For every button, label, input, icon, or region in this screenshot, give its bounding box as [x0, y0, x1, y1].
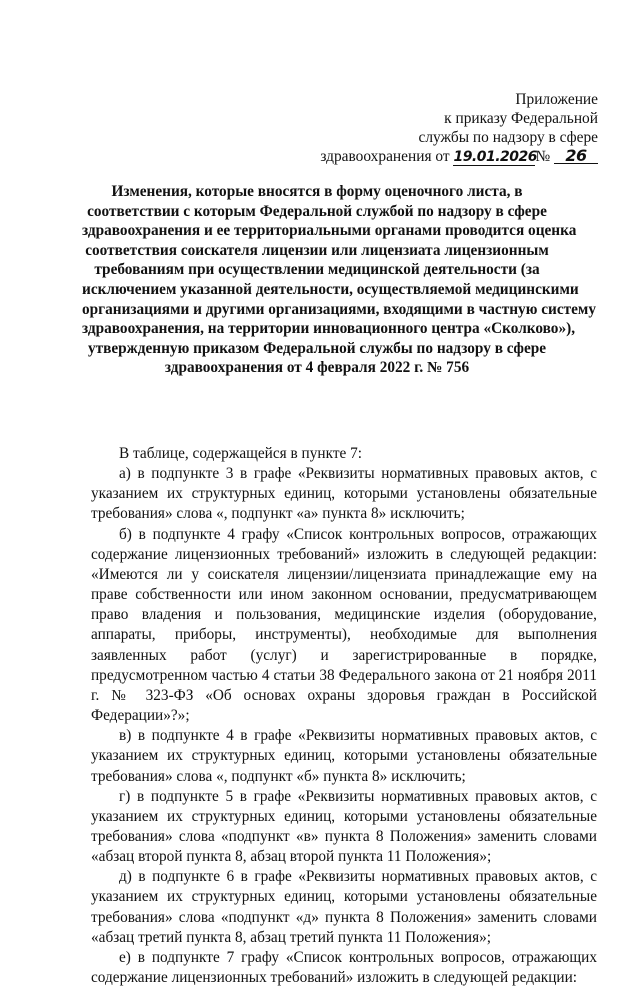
appendix-line-3: службы по надзору в сфере	[418, 129, 598, 146]
appendix-date-prefix: здравоохранения от	[320, 148, 450, 165]
appendix-line-1: Приложение	[515, 91, 598, 108]
title-line: требованиям при осуществлении медицинской деятельности (за	[94, 261, 540, 279]
title-line: здравоохранения, на территории инновационного центра «Сколково»),	[82, 320, 576, 338]
title-line: здравоохранения от 4 февраля 2022 г. № 756	[164, 359, 470, 377]
title-line: исключением указанной деятельности, осуществляемой медицинскими	[82, 280, 579, 298]
title-line: организациями и другими организациями, входящими в частную систему	[82, 300, 596, 318]
handwritten-number: 26	[554, 148, 598, 164]
title-line: здравоохранения и ее территориальными органами проводится оценка	[82, 222, 577, 240]
title-line: соответствия соискателя лицензии или лицензиата лицензионным	[85, 241, 549, 259]
number-sign: №	[535, 148, 551, 165]
appendix-header	[300, 90, 598, 166]
body-item-g: г) в подпункте 5 в графе «Реквизиты нормативных правовых актов, с указанием их структурных единиц, которыми установлены обязательные требования» слова «подпункт «в» пункта 8 Положения» заменить словами «абзац второй пункта 8, абзац второй пункта 11 Положения»;	[91, 787, 597, 866]
body-item-b: б) в подпункте 4 графу «Список контрольных вопросов, отражающих содержание лицензионных требований» изложить в следующей редакции: «Имеются ли у соискателя лицензии/лицензиата принадлежащие ему на праве собственности или ином законном основании, предусматривающем право владения и пользования, медицинские изделия (оборудование, аппараты, приборы, инструменты), необходимые для выполнения заявленных работ (услуг) и зарегистрированные в порядке, предусмотренном частью 4 статьи 38 Федерального закона от 21 ноября 2011 г. № 323-ФЗ «Об основах охраны здоровья граждан в Российской Федерации»?»;	[91, 525, 597, 725]
title-line: Изменения, которые вносятся в форму оценочного листа, в	[111, 183, 523, 200]
body-item-e: е) в подпункте 7 графу «Список контрольных вопросов, отражающих содержание лицензионных требований» изложить в следующей редакции:	[91, 948, 597, 987]
appendix-line-2: к приказу Федеральной	[444, 110, 598, 127]
document-title	[82, 182, 596, 378]
document-body	[91, 444, 597, 988]
title-line: соответствии с которым Федеральной службой по надзору в сфере	[87, 202, 547, 220]
title-line: утвержденную приказом Федеральной службы по надзору в сфере	[87, 339, 547, 357]
body-item-a: а) в подпункте 3 в графе «Реквизиты нормативных правовых актов, с указанием их структурных единиц, которыми установлены обязательные требования» слова «, подпункт «а» пункта 8» исключить;	[91, 465, 597, 523]
body-item-v: в) в подпункте 4 в графе «Реквизиты нормативных правовых актов, с указанием их структурных единиц, которыми установлены обязательные требования» слова «, подпункт «б» пункта 8» исключить;	[91, 727, 597, 785]
handwritten-date: 19.01.2026	[453, 149, 538, 165]
body-intro: В таблице, содержащейся в пункте 7:	[119, 445, 363, 462]
body-item-d: д) в подпункте 6 в графе «Реквизиты нормативных правовых актов, с указанием их структурных единиц, которыми установлены обязательные требования» слова «подпункт «д» пункта 8 Положения» заменить словами «абзац третий пункта 8, абзац третий пункта 11 Положения»;	[91, 868, 597, 946]
appendix-line-4	[300, 147, 598, 166]
